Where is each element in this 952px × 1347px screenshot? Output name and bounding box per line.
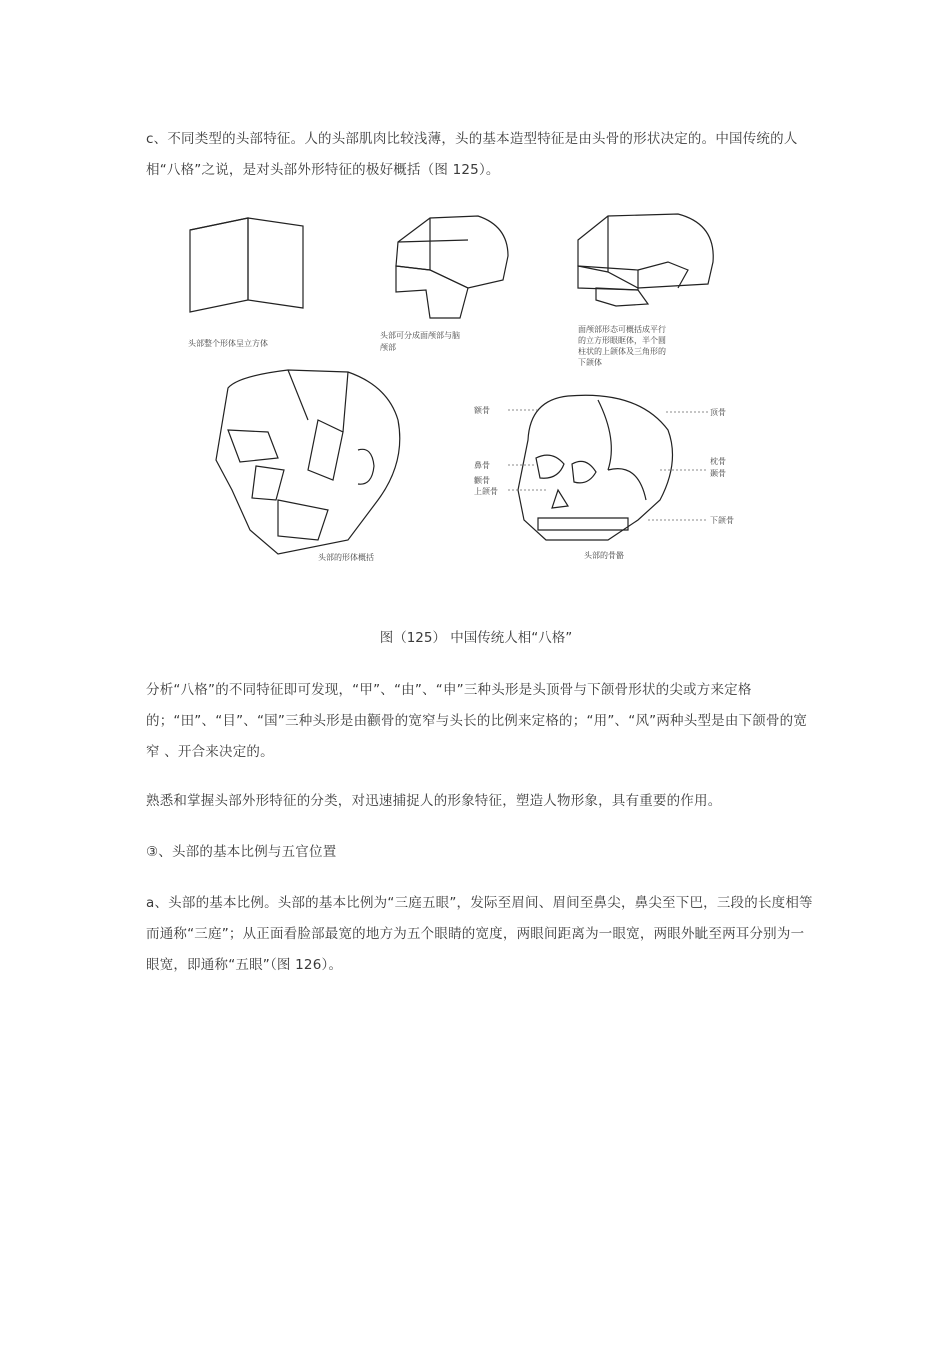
paragraph-proportions: a、头部的基本比例。头部的基本比例为“三庭五眼”，发际至眉间、眉间至鼻尖，鼻尖至下巴，三段的长度相等而通称“三庭”；从正面看脸部最宽的地方为五个眼睛的宽度，两眼间距离为一眼宽，两眼外眦至两耳分别为一眼宽，即通称“五眼”（图 126）。 xyxy=(146,895,813,973)
label-face-3: 柱状的上颌体及三角形的 xyxy=(578,347,666,356)
label-occipital: 枕骨 xyxy=(710,457,726,466)
cube-head-drawing xyxy=(190,218,303,312)
label-cube: 头部整个形体呈立方体 xyxy=(188,339,268,348)
label-head-summary: 头部的形体概括 xyxy=(318,553,374,562)
label-split-1: 头部可分成面颅部与脑 xyxy=(380,331,460,340)
paragraph-intro: c、不同类型的头部特征。人的头部肌肉比较浅薄，头的基本造型特征是由头骨的形状决定的。中国传统的人相“八格”之说，是对头部外形特征的极好概括（图 125）。 xyxy=(146,131,798,178)
paragraph-analysis: 分析“八格”的不同特征即可发现，“甲”、“由”、“申”三种头形是头顶骨与下颌骨形状的尖或方来定格的；“田”、“目”、“国”三种头形是由颧骨的宽窄与头长的比例来定格的；“用”、“风”两种头型是由下颌骨的宽窄 、开合来决定的。 xyxy=(146,682,808,760)
figure-caption: 图（125） 中国传统人相“八格” xyxy=(379,630,573,646)
figure-125-illustration xyxy=(168,200,768,580)
label-split-2: 颅部 xyxy=(380,343,396,352)
split-head-drawing xyxy=(396,216,508,318)
label-parietal: 顶骨 xyxy=(710,408,726,417)
faceted-head-drawing xyxy=(216,370,400,554)
skull-drawing xyxy=(518,395,673,540)
section-heading-proportions: ③、头部的基本比例与五官位置 xyxy=(146,844,337,860)
label-maxilla: 上颌骨 xyxy=(474,487,498,496)
head-drawings xyxy=(168,200,768,580)
label-mandible: 下颌骨 xyxy=(710,516,734,525)
three-part-head-drawing xyxy=(578,214,713,306)
label-face-2: 的立方形眼眶体，半个圆 xyxy=(578,336,666,345)
label-frontal: 额骨 xyxy=(474,406,490,415)
label-temporal: 颞骨 xyxy=(710,469,726,478)
label-skull: 头部的骨骼 xyxy=(584,551,624,560)
label-face-1: 面颅部形态可概括成平行 xyxy=(578,325,666,334)
label-nasal: 鼻骨 xyxy=(474,461,490,470)
label-face-4: 下颌体 xyxy=(578,358,602,367)
paragraph-importance: 熟悉和掌握头部外形特征的分类，对迅速捕捉人的形象特征，塑造人物形象，具有重要的作用。 xyxy=(146,793,722,809)
label-zygomatic: 颧骨 xyxy=(474,476,490,485)
